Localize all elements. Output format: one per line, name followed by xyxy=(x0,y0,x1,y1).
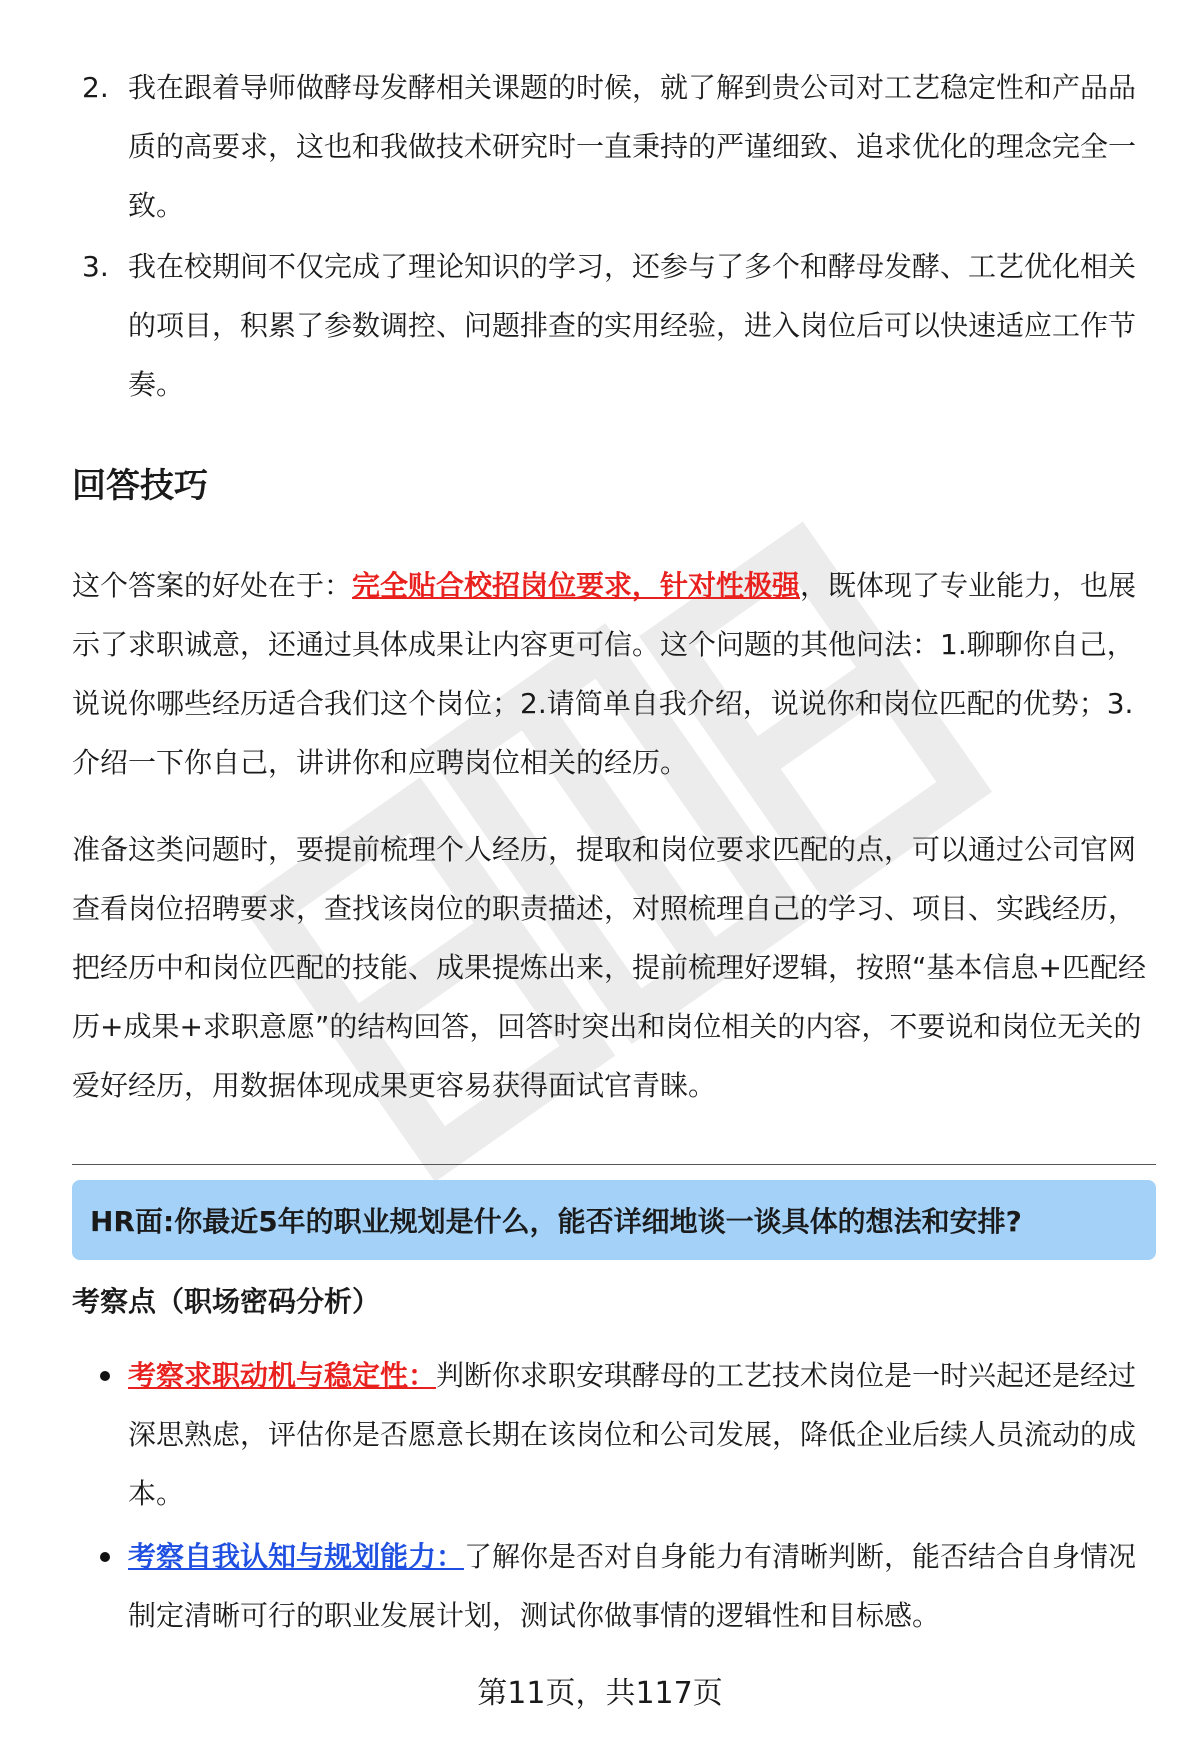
list-item xyxy=(72,237,1152,414)
exam-point-label: 考察自我认知与规划能力： xyxy=(128,1540,465,1573)
list-item-text: 我在跟着导师做酵母发酵相关课题的时候，就了解到贵公司对工艺稳定性和产品品质的高要求，这也和我做技术研究时一直秉持的严谨细致、追求优化的理念完全一致。 xyxy=(128,71,1137,222)
list-item xyxy=(72,1527,1152,1645)
page-number: 第11页，共117页 xyxy=(477,1676,723,1711)
exam-points-list xyxy=(72,1346,1152,1649)
tips-prefix: 这个答案的好处在于： xyxy=(72,569,353,602)
list-item-number: 2. xyxy=(82,71,109,104)
tips-paragraph-2: 准备这类问题时，要提前梳理个人经历，提取和岗位要求匹配的点，可以通过公司官网查看岗位招聘要求，查找该岗位的职责描述，对照梳理自己的学习、项目、实践经历，把经历中和岗位匹配的技能、成果提炼出来，提前梳理好逻辑，按照“基本信息+匹配经历+成果+求职意愿”的结构回答，回答时突出和岗位相关的内容，不要说和岗位无关的爱好经历，用数据体现成果更容易获得面试官青睐。 xyxy=(72,833,1146,1102)
tips-paragraph-1 xyxy=(72,556,1152,792)
list-item xyxy=(72,58,1152,235)
hr-question-text: HR面:你最近5年的职业规划是什么，能否详细地谈一谈具体的想法和安排? xyxy=(90,1205,1022,1238)
list-item xyxy=(72,1346,1152,1523)
list-item-text: 我在校期间不仅完成了理论知识的学习，还参与了多个和酵母发酵、工艺优化相关的项目，积累了参数调控、问题排查的实用经验，进入岗位后可以快速适应工作节奏。 xyxy=(128,250,1137,401)
tips-highlight: 完全贴合校招岗位要求，针对性极强 xyxy=(352,569,801,602)
exam-point-label: 考察求职动机与稳定性： xyxy=(128,1359,437,1392)
bullet-icon xyxy=(100,1371,110,1381)
exam-point-text: 了解你是否对自身能力有清晰判断，能否结合自身情况制定清晰可行的职业发展计划，测试你做事情的逻辑性和目标感。 xyxy=(128,1540,1137,1632)
list-item-number: 3. xyxy=(82,250,109,283)
exam-points-title: 考察点（职场密码分析） xyxy=(72,1285,381,1318)
divider xyxy=(72,1164,1156,1165)
bullet-icon xyxy=(100,1552,110,1562)
exam-point-text: 判断你求职安琪酵母的工艺技术岗位是一时兴起还是经过深思熟虑，评估你是否愿意长期在该岗位和公司发展，降低企业后续人员流动的成本。 xyxy=(128,1359,1137,1510)
section-title: 回答技巧 xyxy=(72,466,208,506)
tips-rest: ，既体现了专业能力，也展示了求职诚意，还通过具体成果让内容更可信。这个问题的其他问法：1.聊聊你自己，说说你哪些经历适合我们这个岗位；2.请简单自我介绍，说说你和岗位匹配的优势；3.介绍一下你自己，讲讲你和应聘岗位相关的经历。 xyxy=(72,569,1137,779)
answer-list xyxy=(72,58,1152,416)
hr-question-box xyxy=(72,1180,1156,1260)
